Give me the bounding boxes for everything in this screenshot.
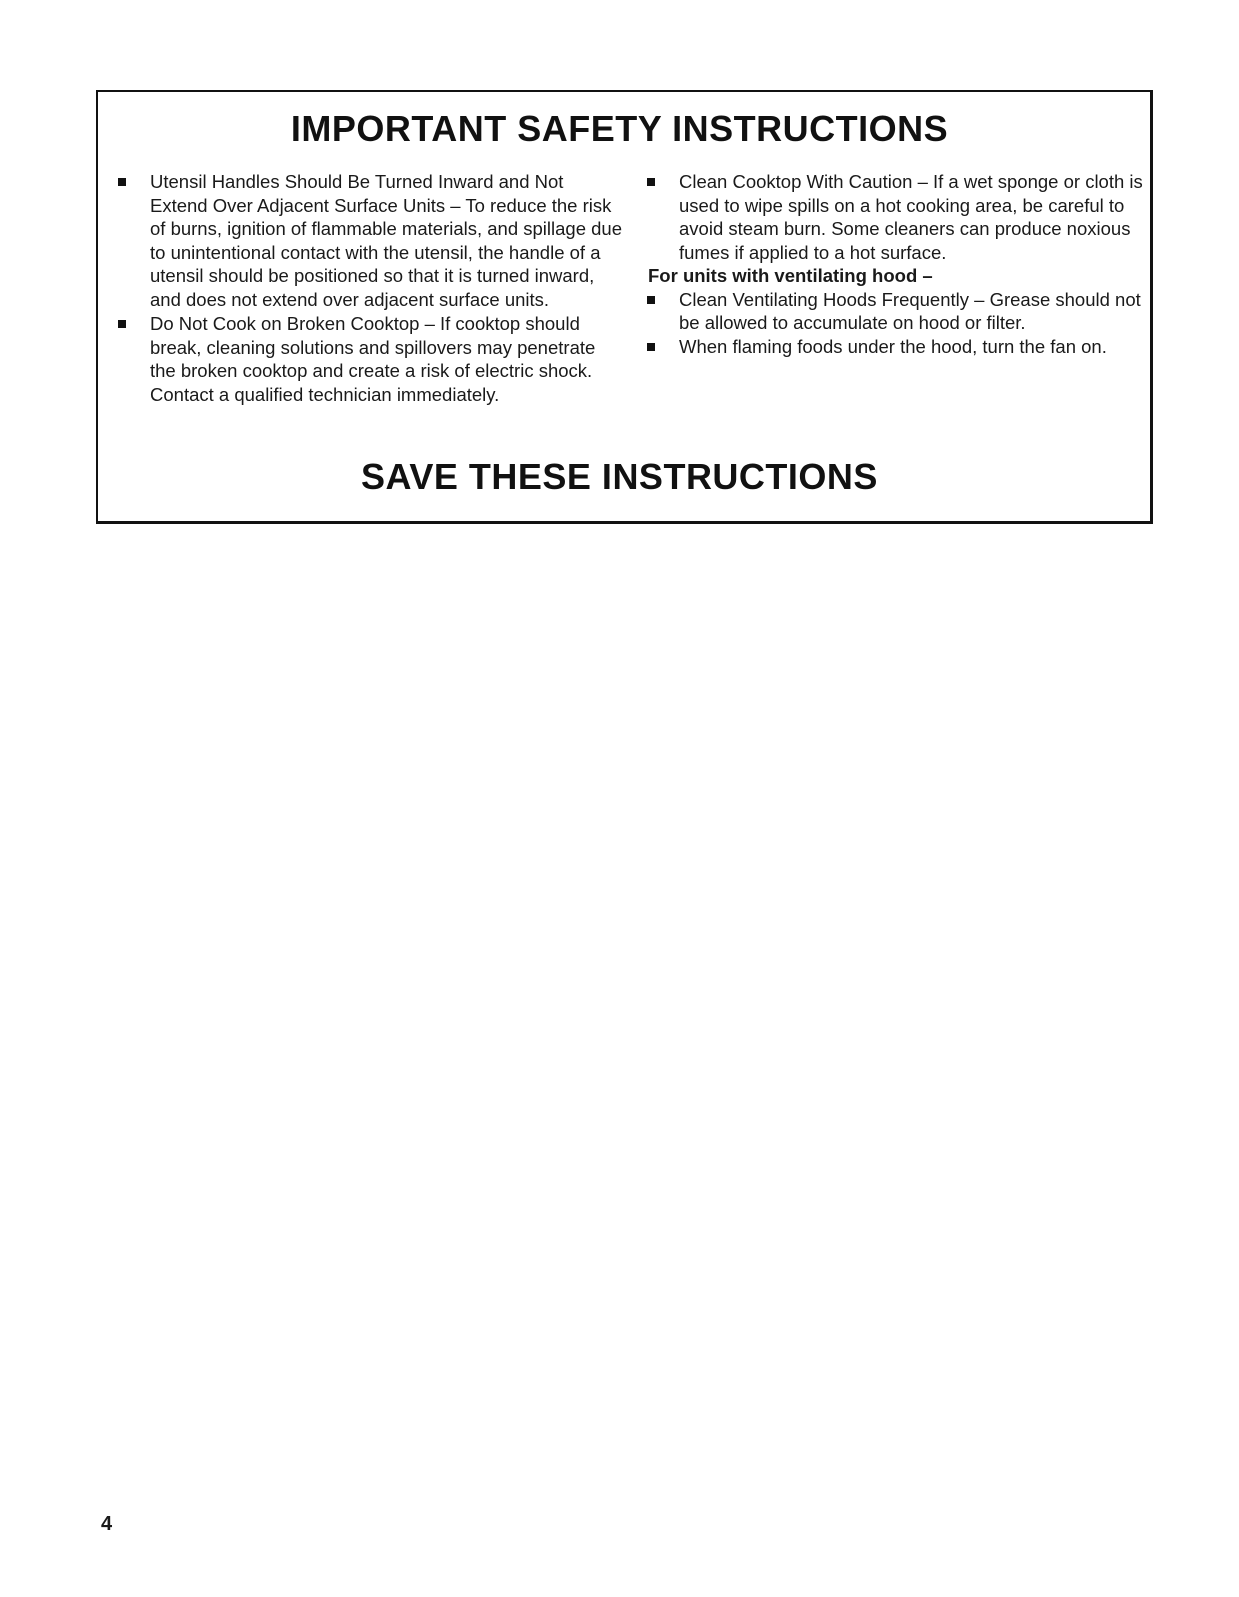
list-item: [113, 170, 623, 311]
bullet-icon: [647, 343, 655, 351]
page-number: 4: [101, 1513, 113, 1535]
right-column: [642, 170, 1147, 358]
footer-title: SAVE THESE INSTRUCTIONS: [361, 456, 878, 497]
bullet-icon: [118, 320, 126, 328]
list-item-text: Clean Cooktop With Caution – If a wet sponge or cloth is used to wipe spills on a hot cooking area, be careful to avoid steam burn. Some cleaners can produce noxious fumes if applied to a hot surface.: [679, 171, 1143, 263]
bullet-icon: [118, 178, 126, 186]
list-item: [642, 170, 1147, 264]
left-column: [113, 170, 623, 406]
list-item-text: Do Not Cook on Broken Cooktop – If cooktop should break, cleaning solutions and spillovers may penetrate the broken cooktop and create a risk of electric shock. Contact a qualified technician immediately.: [150, 313, 596, 405]
list-item: [642, 288, 1147, 335]
list-item: [642, 335, 1147, 359]
list-item-text: Clean Ventilating Hoods Frequently – Grease should not be allowed to accumulate on hood or filter.: [679, 288, 1141, 333]
page-title: IMPORTANT SAFETY INSTRUCTIONS: [290, 108, 949, 149]
bullet-icon: [647, 178, 655, 186]
list-item-text: Utensil Handles Should Be Turned Inward and Not Extend Over Adjacent Surface Units – To reduce the risk of burns, ignition of flammable materials, and spillage due to unintentional contact with the utensil, the handle of a utensil should be positioned so that it is turned inward, and does not extend over adjacent surface units.: [150, 171, 623, 310]
bullet-icon: [647, 296, 655, 304]
section-subheading: For units with ventilating hood –: [648, 265, 933, 286]
list-item: [113, 312, 623, 406]
list-item-text: When flaming foods under the hood, turn the fan on.: [679, 335, 1107, 357]
